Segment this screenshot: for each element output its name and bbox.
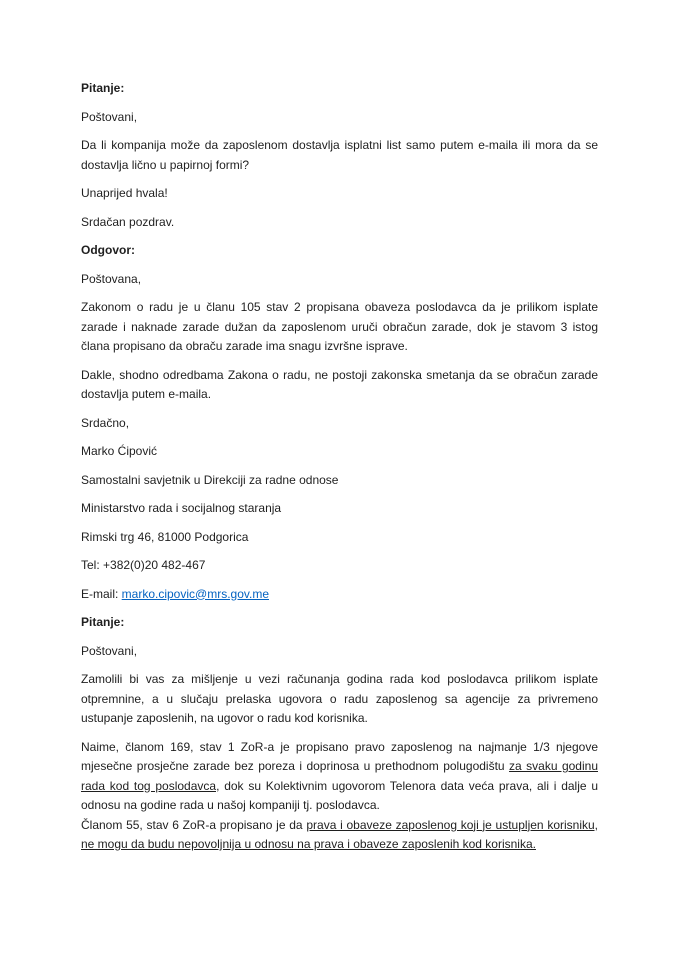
signature-name: [81, 442, 598, 462]
text-run: Poštovani,: [81, 643, 138, 658]
text-run: Tel: +382(0)20 482-467: [81, 558, 206, 572]
salutation-1: [81, 108, 598, 128]
text-run: Poštovana,: [81, 271, 142, 286]
text-run: Marko Ćipović: [81, 444, 158, 458]
bold-text-run: Pitanje:: [81, 615, 125, 629]
signature-title: [81, 471, 598, 491]
text-run: Unaprijed hvala!: [81, 186, 168, 200]
text-run: Srdačno,: [81, 415, 130, 430]
signature-organization: [81, 499, 598, 519]
text-run: Zakonom o radu je u članu 105 stav 2 propisana obaveza poslodavca da je prilikom isplate zarade i naknade zarade dužan da zaposlenom uruči obračun zarade, dok je stavom 3 istog člana propisano da obraču zarade ima snagu izvršne isprave.: [81, 300, 598, 353]
text-run: Poštovani,: [81, 109, 138, 124]
text-run: Zamolili bi vas za mišljenje u vezi računanja godina rada kod poslodavca prilikom isplate otpremnine, a u slučaju prelaska ugovora o radu zaposlenog sa agencije za privremeno ustupanje zaposlenih, na ugovor o radu kod korisnika.: [81, 672, 598, 725]
answer-body-2: [81, 366, 598, 405]
text-run: Da li kompanija može da zaposlenom dostavlja isplatni list samo putem e-maila ili mora da se dostavlja lično u papirnoj formi?: [81, 138, 598, 172]
question-label-2: [81, 613, 598, 633]
answer-body-1: [81, 298, 598, 357]
question-body-3: [81, 738, 598, 855]
text-run: Ministarstvo rada i socijalnog staranja: [81, 501, 282, 515]
thanks-line: [81, 184, 598, 204]
signature-phone: [81, 556, 598, 576]
underlined-text-run: prava i obaveze zaposlenog koji je ustupljen korisniku, ne mogu da budu nepovoljnija u odnosu na prava i obaveze zaposlenih kod korisnika.: [81, 817, 598, 851]
text-run: Rimski trg 46, 81000 Podgorica: [81, 529, 249, 544]
text-run: Naime, članom 169, stav 1 ZoR-a je propisano pravo zaposlenog na najmanje 1/3 njegove mjesečne prosječne zarade bez poreza i doprinosa u prethodnom polugodištu: [81, 739, 598, 773]
text-run: Srdačan pozdrav.: [81, 214, 175, 229]
question-body-1: [81, 136, 598, 175]
text-run: Dakle, shodno odredbama Zakona o radu, ne postoji zakonska smetanja da se obračun zarade dostavlja putem e-maila.: [81, 367, 598, 401]
salutation-2: [81, 270, 598, 290]
salutation-3: [81, 642, 598, 662]
signature-email: [81, 585, 598, 605]
bold-text-run: Pitanje:: [81, 81, 125, 95]
document-body: [81, 79, 598, 855]
signature-address: [81, 528, 598, 548]
bold-text-run: Odgovor:: [81, 243, 135, 257]
answer-label: [81, 241, 598, 261]
text-run: E-mail:: [81, 586, 122, 601]
question-label-1: [81, 79, 598, 99]
email-link[interactable]: marko.cipovic@mrs.gov.me: [121, 586, 269, 601]
text-run: Članom 55, stav 6 ZoR-a propisano je da: [81, 817, 307, 832]
closing-line: [81, 414, 598, 434]
question-body-2: [81, 670, 598, 729]
underlined-text-run: za svaku godinu rada kod tog poslodavca,: [81, 759, 598, 793]
text-run: Samostalni savjetnik u Direkciji za radne odnose: [81, 472, 339, 487]
text-run: dok su Kolektivnim ugovorom Telenora data veća prava, ali i dalje u odnosu na godine rada u našoj kompaniji tj. poslodavca.: [81, 778, 599, 812]
regards-line-1: [81, 213, 598, 233]
